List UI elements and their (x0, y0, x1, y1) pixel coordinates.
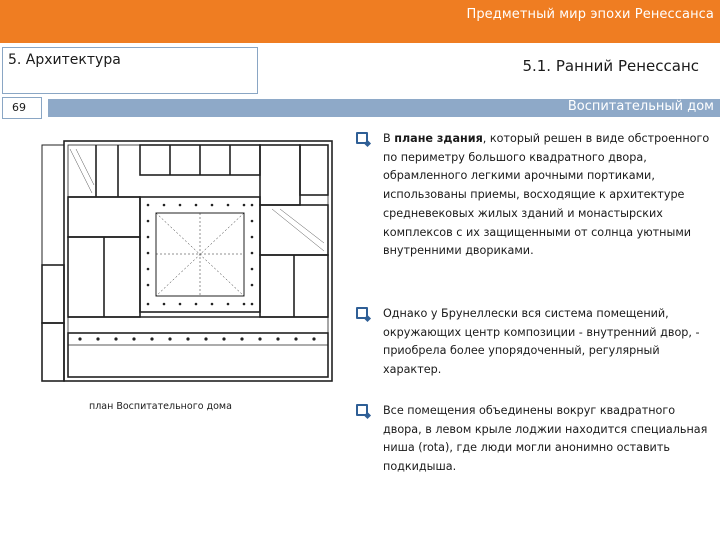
bullet-square-icon (356, 132, 368, 144)
bullet-text-bold: плане здания (394, 132, 483, 145)
bullet-text-prefix: В (383, 132, 395, 145)
bullet-square-icon (356, 404, 368, 416)
page-number: 69 (12, 101, 26, 114)
subsection-label: 5.1. Ранний Ренессанс (522, 57, 699, 75)
figure-caption: план Воспитательного дома (89, 401, 232, 412)
floor-plan-image (40, 137, 336, 387)
section-box (2, 47, 258, 94)
bullet-square-icon (356, 307, 368, 319)
slide-subtitle: Воспитательный дом (567, 99, 714, 114)
bullet-text-rest: , который решен в виде обстроенного по периметру большого квадратного двора, обрамленного легкими арочными портиками, использованы приемы, восходящие к архитектуре средневековых жилых зданий и монастырских комплексов с их защищенными от солнца уютными внутренними двориками. (383, 132, 710, 258)
page-number-box (2, 97, 42, 119)
bullet-text: Все помещения объединены вокруг квадратного двора, в левом крыле лоджии находится специальная ниша (rota), где люди могли анонимно оставить подкидыша. (383, 404, 708, 474)
section-label: 5. Архитектура (8, 52, 121, 68)
bullet-text: Однако у Брунеллески вся система помещений, окружающих центр композиции - внутренний двор, - приобрела более упорядоченный, регулярный характер. (383, 307, 700, 377)
presentation-title: Предметный мир эпохи Ренессанса (466, 7, 714, 22)
bullet-text (383, 130, 715, 261)
header-bar (0, 0, 720, 43)
subtitle-bar (48, 99, 720, 117)
